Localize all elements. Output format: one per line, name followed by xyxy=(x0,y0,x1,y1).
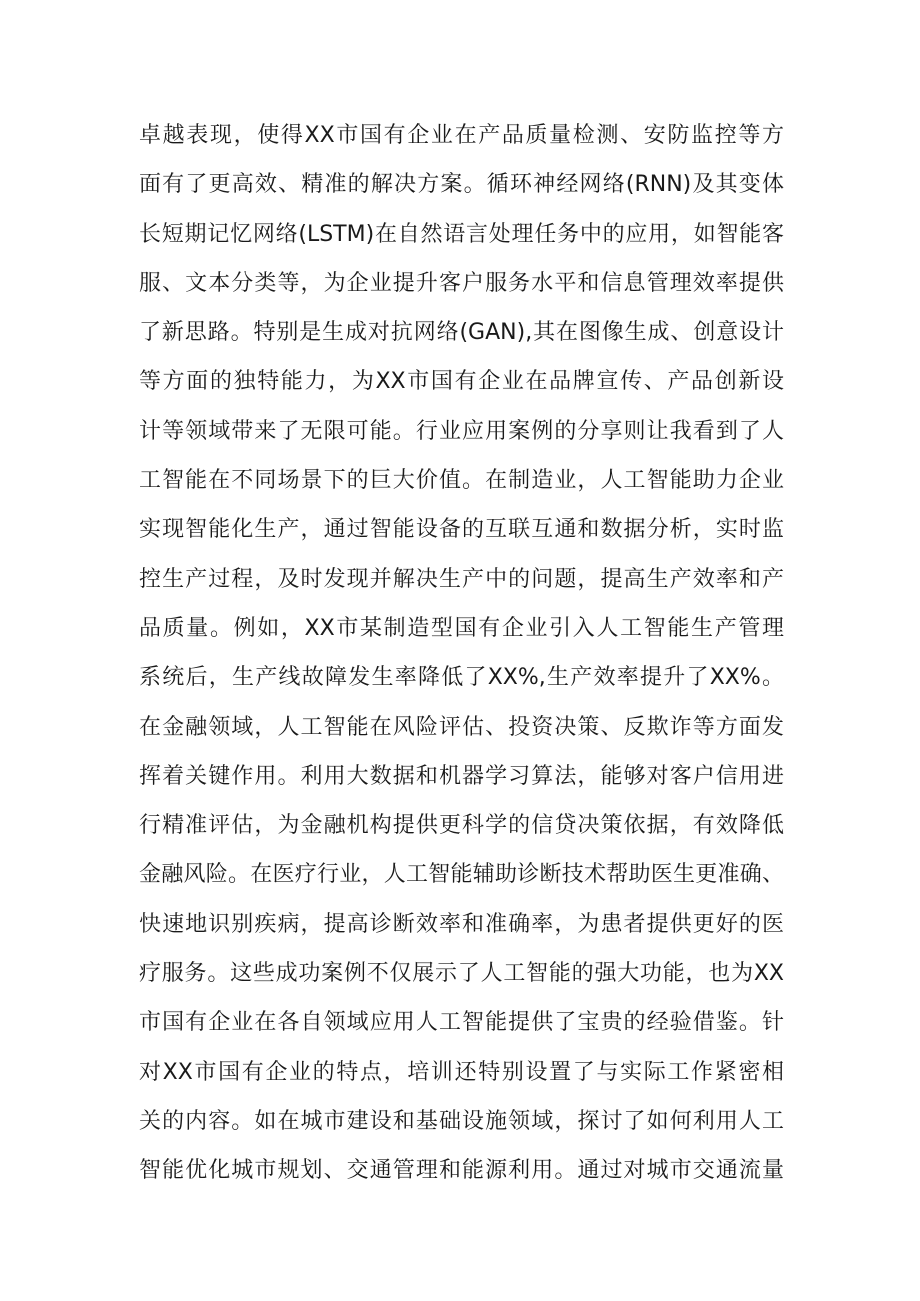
text-line-19: 市国有企业在各自领域应用人工智能提供了宝贵的经验借鉴。针 xyxy=(139,1010,784,1036)
text-line-21: 关的内容。如在城市建设和基础设施领域，探讨了如何利用人工 xyxy=(139,1108,784,1134)
body-paragraph xyxy=(139,111,784,1196)
text-line-3: 长短期记忆网络(LSTM)在自然语言处理任务中的应用，如智能客 xyxy=(139,221,784,247)
text-line-8: 工智能在不同场景下的巨大价值。在制造业，人工智能助力企业 xyxy=(139,468,784,494)
text-line-1: 卓越表现，使得XX市国有企业在产品质量检测、安防监控等方 xyxy=(139,123,784,148)
text-line-10: 控生产过程，及时发现并解决生产中的问题，提高生产效率和产 xyxy=(139,566,784,592)
text-line-6: 等方面的独特能力，为XX市国有企业在品牌宣传、产品创新设 xyxy=(139,369,784,395)
text-line-7: 计等领域带来了无限可能。行业应用案例的分享则让我看到了人 xyxy=(139,418,784,444)
text-line-5: 了新思路。特别是生成对抗网络(GAN),其在图像生成、创意设计 xyxy=(139,320,784,346)
text-line-2: 面有了更高效、精准的解决方案。循环神经网络(RNN)及其变体 xyxy=(139,172,784,198)
text-line-12: 系统后，生产线故障发生率降低了XX%,生产效率提升了XX%。 xyxy=(139,665,784,691)
text-line-17: 快速地识别疾病，提高诊断效率和准确率，为患者提供更好的医 xyxy=(139,911,784,937)
text-line-4: 服、文本分类等，为企业提升客户服务水平和信息管理效率提供 xyxy=(139,270,784,296)
text-line-9: 实现智能化生产，通过智能设备的互联互通和数据分析，实时监 xyxy=(139,517,784,543)
text-line-20: 对XX市国有企业的特点，培训还特别设置了与实际工作紧密相 xyxy=(139,1059,784,1085)
text-line-22: 智能优化城市规划、交通管理和能源利用。通过对城市交通流量 xyxy=(139,1158,784,1184)
text-line-15: 行精准评估，为金融机构提供更科学的信贷决策依据，有效降低 xyxy=(139,813,784,839)
text-line-16: 金融风险。在医疗行业，人工智能辅助诊断技术帮助医生更准确、 xyxy=(139,862,784,888)
text-line-11: 品质量。例如，XX市某制造型国有企业引入人工智能生产管理 xyxy=(139,615,784,641)
text-line-13: 在金融领域，人工智能在风险评估、投资决策、反欺诈等方面发 xyxy=(139,714,784,740)
text-line-18: 疗服务。这些成功案例不仅展示了人工智能的强大功能，也为XX xyxy=(139,961,784,987)
text-line-14: 挥着关键作用。利用大数据和机器学习算法，能够对客户信用进 xyxy=(139,763,784,789)
